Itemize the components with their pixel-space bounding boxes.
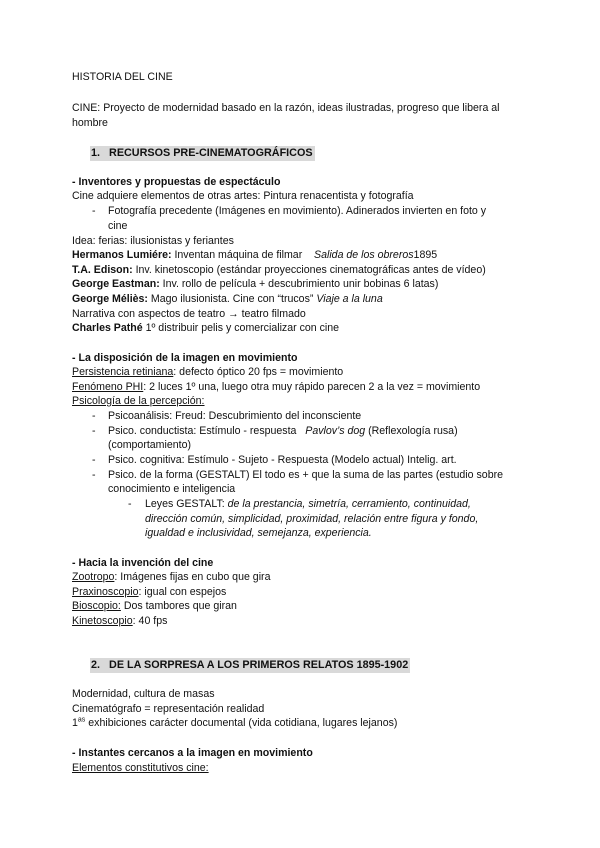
doc-title: HISTORIA DEL CINE (72, 71, 173, 83)
instantes-heading: - Instantes cercanos a la imagen en movimiento (72, 747, 313, 759)
kinetoscopio-line (72, 615, 167, 628)
eastman-name: George Eastman: (72, 278, 160, 290)
exhibiciones-line (72, 717, 397, 730)
exhibiciones-ordinal: 1 (72, 717, 78, 729)
zootropo-term: Zootropo (72, 571, 115, 583)
persistencia-text: : defecto óptico 20 fps = movimiento (173, 366, 344, 378)
praxinoscopio-term: Praxinoscopio (72, 586, 139, 598)
lumiere-year: 1895 (413, 249, 438, 261)
cinematografo-line: Cinematógrafo = representación realidad (72, 703, 265, 715)
section-2-number: 2. (91, 659, 101, 671)
edison-text: Inv. kinetoscopio (estándar proyecciones cinematográficas antes de vídeo) (132, 264, 486, 276)
modernidad-line: Modernidad, cultura de masas (72, 688, 215, 700)
leyes-gestalt-line-1 (145, 498, 471, 511)
pathe-line (72, 322, 339, 335)
gestalt-line-2: conocimiento e inteligencia (108, 483, 236, 495)
bioscopio-line (72, 600, 237, 613)
edison-line (72, 264, 486, 277)
hacia-heading: - Hacia la invención del cine (72, 557, 214, 569)
narrativa-line: Narrativa con aspectos de teatro → teatro filmado (72, 308, 306, 320)
section-2-heading (90, 658, 410, 673)
bioscopio-text: Dos tambores que giran (120, 600, 237, 612)
fotografia-line-2: cine (108, 220, 128, 232)
lumiere-name: Hermanos Lumiére: (72, 249, 172, 261)
disposicion-heading: - La disposición de la imagen en movimiento (72, 352, 298, 364)
fotografia-line-1: Fotografía precedente (Imágenes en movimiento). Adinerados invierten en foto y (108, 205, 487, 217)
bullet-dash: - (92, 469, 96, 481)
praxinoscopio-line (72, 586, 226, 599)
leyes-gestalt-list-3: igualdad e inclusividad, semejanza, experiencia. (145, 527, 372, 539)
leyes-gestalt-list-2: dirección común, simplicidad, proximidad, relación entre figura y fondo, (145, 513, 479, 525)
bullet-dash: - (128, 498, 132, 510)
exhibiciones-text: exhibiciones carácter documental (vida cotidiana, lugares lejanos) (85, 717, 398, 729)
praxinoscopio-text: : igual con espejos (138, 586, 227, 598)
eastman-line (72, 278, 438, 291)
pathe-name: Charles Pathé (72, 322, 143, 334)
zootropo-text: : Imágenes fijas en cubo que gira (114, 571, 271, 583)
inventores-line: Cine adquiere elementos de otras artes: Pintura renacentista y fotografía (72, 190, 414, 202)
elementos-line: Elementos constitutivos cine: (72, 762, 209, 774)
phi-text: : 2 luces 1º una, luego otra muy rápido parecen 2 a la vez = movimiento (143, 381, 481, 393)
bullet-dash: - (92, 205, 96, 217)
melies-text: Mago ilusionista. Cine con “trucos” (147, 293, 314, 305)
melies-name: George Méliès: (72, 293, 148, 305)
inventores-heading: - Inventores y propuestas de espectáculo (72, 176, 281, 188)
psicoanalisis-line: Psicoanálisis: Freud: Descubrimiento del inconsciente (108, 410, 362, 422)
melies-film: Viaje a la luna (316, 293, 383, 305)
bullet-dash: - (92, 410, 96, 422)
lumiere-film: Salida de los obreros (314, 249, 414, 261)
kinetoscopio-text: : 40 fps (132, 615, 168, 627)
section-1-heading (90, 146, 315, 161)
phi-term: Fenómeno PHI (72, 381, 144, 393)
pavlov-term: Pavlov’s dog (305, 425, 366, 437)
eastman-text: Inv. rollo de película + descubrimiento unir bobinas 6 latas) (159, 278, 439, 290)
edison-name: T.A. Edison: (72, 264, 133, 276)
section-1-title: RECURSOS PRE-CINEMATOGRÁFICOS (109, 147, 313, 159)
conductista-line-1 (108, 425, 458, 438)
idea-line: Idea: ferias: ilusionistas y feriantes (72, 235, 234, 247)
leyes-gestalt-list-1: de la prestancia, simetría, cerramiento, continuidad, (227, 498, 471, 510)
lumiere-text: Inventan máquina de filmar (171, 249, 303, 261)
bioscopio-term: Bioscopio: (72, 600, 121, 612)
psicologia-heading: Psicología de la percepción: (72, 395, 205, 407)
bullet-dash: - (92, 425, 96, 437)
kinetoscopio-term: Kinetoscopio (72, 615, 133, 627)
persistencia-line (72, 366, 343, 379)
conductista-line-2: (comportamiento) (108, 439, 192, 451)
intro-line-1: CINE: Proyecto de modernidad basado en la razón, ideas ilustradas, progreso que libera al (72, 102, 500, 114)
conductista-text: Psico. conductista: Estímulo - respuesta (108, 425, 297, 437)
bullet-dash: - (92, 454, 96, 466)
cognitiva-line: Psico. cognitiva: Estímulo - Sujeto - Respuesta (Modelo actual) Intelig. art. (108, 454, 457, 466)
exhibiciones-ordinal-suffix: as (77, 716, 86, 724)
zootropo-line (72, 571, 270, 584)
gestalt-line-1: Psico. de la forma (GESTALT) El todo es + que la suma de las partes (estudio sobre (108, 469, 503, 481)
reflexologia-text: (Reflexología rusa) (368, 425, 458, 437)
persistencia-term: Persistencia retiniana (72, 366, 174, 378)
phi-line (72, 381, 480, 394)
pathe-text: 1º distribuir pelis y comercializar con cine (142, 322, 340, 334)
intro-line-2: hombre (72, 117, 108, 129)
melies-line (72, 293, 383, 306)
lumiere-line (72, 249, 437, 262)
section-1-number: 1. (91, 147, 101, 159)
leyes-gestalt-label: Leyes GESTALT: (145, 498, 225, 510)
section-2-title: DE LA SORPRESA A LOS PRIMEROS RELATOS 1895-1902 (109, 659, 409, 671)
